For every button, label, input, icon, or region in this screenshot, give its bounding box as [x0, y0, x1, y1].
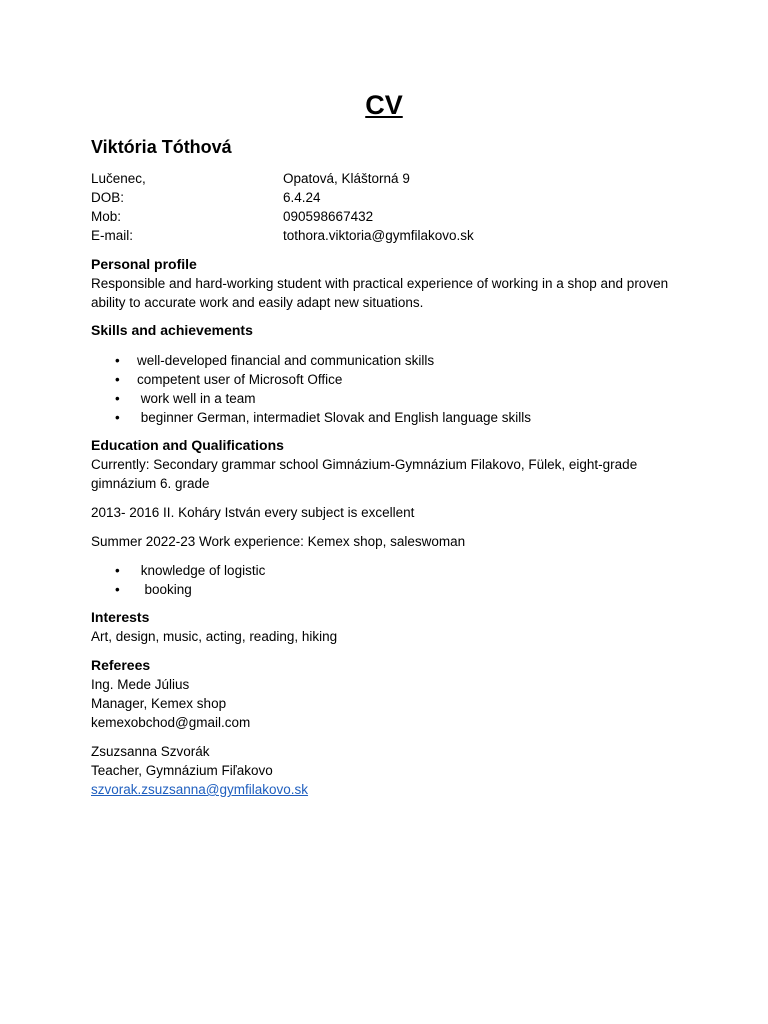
interests-section [91, 608, 671, 646]
bullet-icon: • [115, 372, 120, 387]
section-heading-profile: Personal profile [91, 256, 197, 272]
work-list [91, 561, 671, 599]
referee-2-email-link[interactable]: szvorak.zsuzsanna@gymfilakovo.sk [91, 782, 309, 797]
info-label: Mob: [91, 209, 122, 224]
skills-list [91, 351, 671, 427]
list-item [91, 408, 671, 427]
education-section [91, 436, 671, 599]
list-item [91, 580, 671, 599]
cv-content [91, 169, 671, 799]
list-item [91, 370, 671, 389]
skill-text: work well in a team [137, 391, 256, 406]
section-heading-education: Education and Qualifications [91, 437, 284, 453]
education-previous: 2013- 2016 II. Koháry István every subject is excellent [91, 505, 415, 520]
referee-1-name: Ing. Mede Július [91, 677, 190, 692]
referee-2-role: Teacher, Gymnázium Fiľakovo [91, 763, 273, 778]
info-row-dob [91, 188, 671, 207]
info-row-mobile [91, 207, 671, 226]
referees-section [91, 656, 671, 799]
info-row-address [91, 169, 671, 188]
info-row-email [91, 226, 671, 245]
list-item [91, 389, 671, 408]
skill-text: competent user of Microsoft Office [137, 372, 343, 387]
list-item [91, 561, 671, 580]
referee-1-role: Manager, Kemex shop [91, 696, 227, 711]
candidate-name: Viktória Tóthová [91, 137, 232, 157]
info-label: DOB: [91, 190, 125, 205]
info-label: Lučenec, [91, 171, 146, 186]
skill-text: beginner German, intermadiet Slovak and English language skills [137, 410, 531, 425]
list-item [91, 351, 671, 370]
skills-section [91, 321, 671, 427]
section-heading-referees: Referees [91, 657, 151, 673]
profile-section [91, 255, 671, 312]
referee-2-name: Zsuzsanna Szvorák [91, 744, 210, 759]
personal-info [91, 169, 671, 245]
bullet-icon: • [115, 391, 120, 406]
document-title: CV [365, 90, 403, 120]
profile-text: Responsible and hard-working student with practical experience of working in a shop and proven ability to accurate work and easily adapt new situations. [91, 276, 669, 310]
bullet-icon: • [115, 410, 120, 425]
info-value: tothora.viktoria@gymfilakovo.sk [283, 228, 474, 243]
interests-text: Art, design, music, acting, reading, hiking [91, 629, 338, 644]
info-label: E-mail: [91, 228, 134, 243]
education-current: Currently: Secondary grammar school Gimnázium-Gymnázium Filakovo, Fülek, eight-grade gimnázium 6. grade [91, 457, 638, 491]
work-item-text: knowledge of logistic [137, 563, 266, 578]
section-heading-skills: Skills and achievements [91, 322, 253, 338]
info-value: 090598667432 [283, 209, 374, 224]
info-value: 6.4.24 [283, 190, 321, 205]
bullet-icon: • [115, 353, 120, 368]
section-heading-interests: Interests [91, 609, 150, 625]
bullet-icon: • [115, 563, 120, 578]
work-item-text: booking [137, 582, 192, 597]
bullet-icon: • [115, 582, 120, 597]
info-value: Opatová, Kláštorná 9 [283, 171, 410, 186]
referee-1-email: kemexobchod@gmail.com [91, 715, 251, 730]
skill-text: well-developed financial and communication skills [137, 353, 435, 368]
work-experience: Summer 2022-23 Work experience: Kemex shop, saleswoman [91, 534, 466, 549]
